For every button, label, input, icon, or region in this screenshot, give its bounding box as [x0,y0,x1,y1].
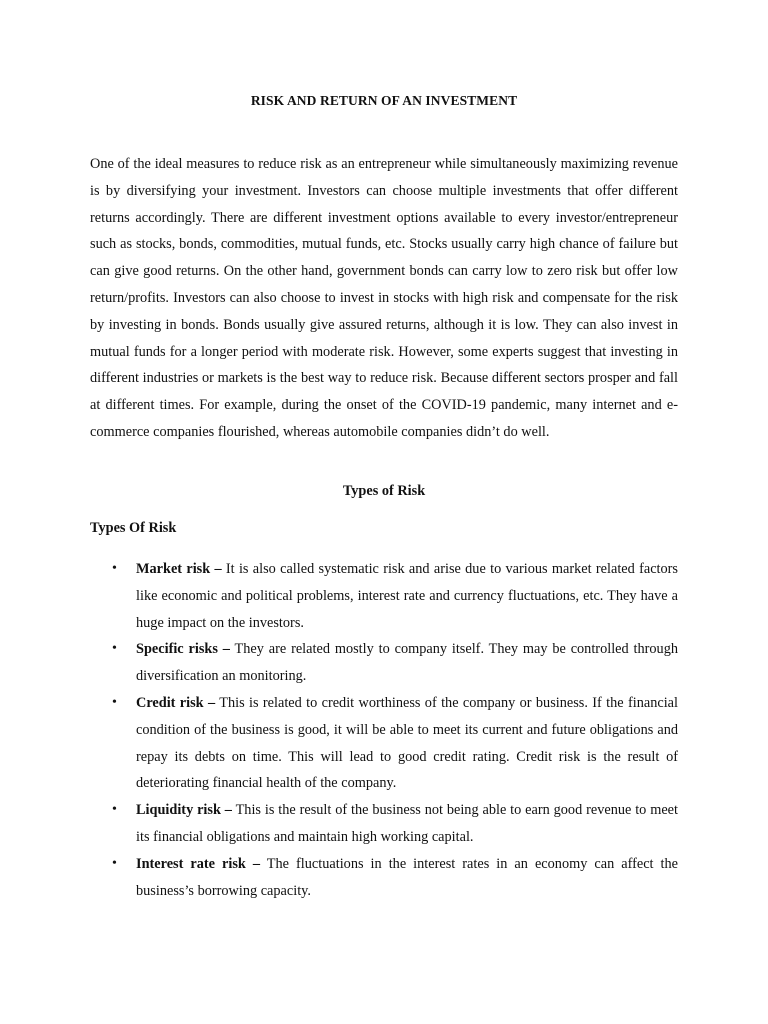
risk-description: They are related mostly to company itself. They may be controlled through diversification an monitoring. [136,641,678,685]
intro-paragraph: One of the ideal measures to reduce risk as an entrepreneur while simultaneously maximizing revenue is by diversifying your investment. Investors can choose multiple investments that offer different returns accordingly. There are different investment options available to every investor/entrepreneur such as stocks, bonds, commodities, mutual funds, etc. Stocks usually carry high chance of failure but can give good returns. On the other hand, government bonds can carry low to zero risk but offer low return/profits. Investors can also choose to invest in stocks with high risk and compensate for the risk by investing in bonds. Bonds usually give assured returns, although it is low. They can also invest in mutual funds for a longer period with moderate risk. However, some experts suggest that investing in different industries or markets is the best way to reduce risk. Because different sectors prosper and fall at different times. For example, during the onset of the COVID-19 pandemic, many internet and e-commerce companies flourished, whereas automobile companies didn’t do well. [90,156,678,440]
list-item-credit-risk [90,690,678,797]
list-item-specific-risks [90,636,678,690]
document-title: RISK AND RETURN OF AN INVESTMENT [250,93,518,108]
bullet-icon: • [112,855,117,871]
list-item-interest-rate-risk [90,851,678,905]
bullet-icon: • [112,641,117,657]
risk-description: This is related to credit worthiness of the company or business. If the financial condition of the business is good, it will be able to meet its current and future obligations and repay its debts on time. This will lead to good credit rating. Credit risk is the result of deteriorating financial health of the company. [136,694,678,792]
bullet-icon: • [112,802,117,818]
bullet-icon: • [112,561,117,576]
risk-description: This is the result of the business not being able to earn good revenue to meet its financial obligations and maintain high working capital. [136,802,678,845]
risk-term: Specific risks – [136,641,230,658]
risk-term: Interest rate risk – [136,855,261,872]
list-item-market-risk [90,556,678,636]
section-heading: Types of Risk [342,483,426,499]
risk-description: The fluctuations in the interest rates in an economy can affect the business’s borrowing capacity. [136,855,678,899]
sub-heading: Types Of Risk [90,520,177,536]
risk-term: Liquidity risk – [136,802,232,819]
risk-list [90,556,678,904]
risk-term: Market risk – [136,561,222,577]
risk-term: Credit risk – [136,694,216,711]
risk-description: It is also called systematic risk and arise due to various market related factors like economic and political problems, interest rate and currency fluctuations, etc. They have a huge impact on the investors. [136,561,678,631]
list-item-liquidity-risk [90,797,678,851]
bullet-icon: • [112,694,117,710]
